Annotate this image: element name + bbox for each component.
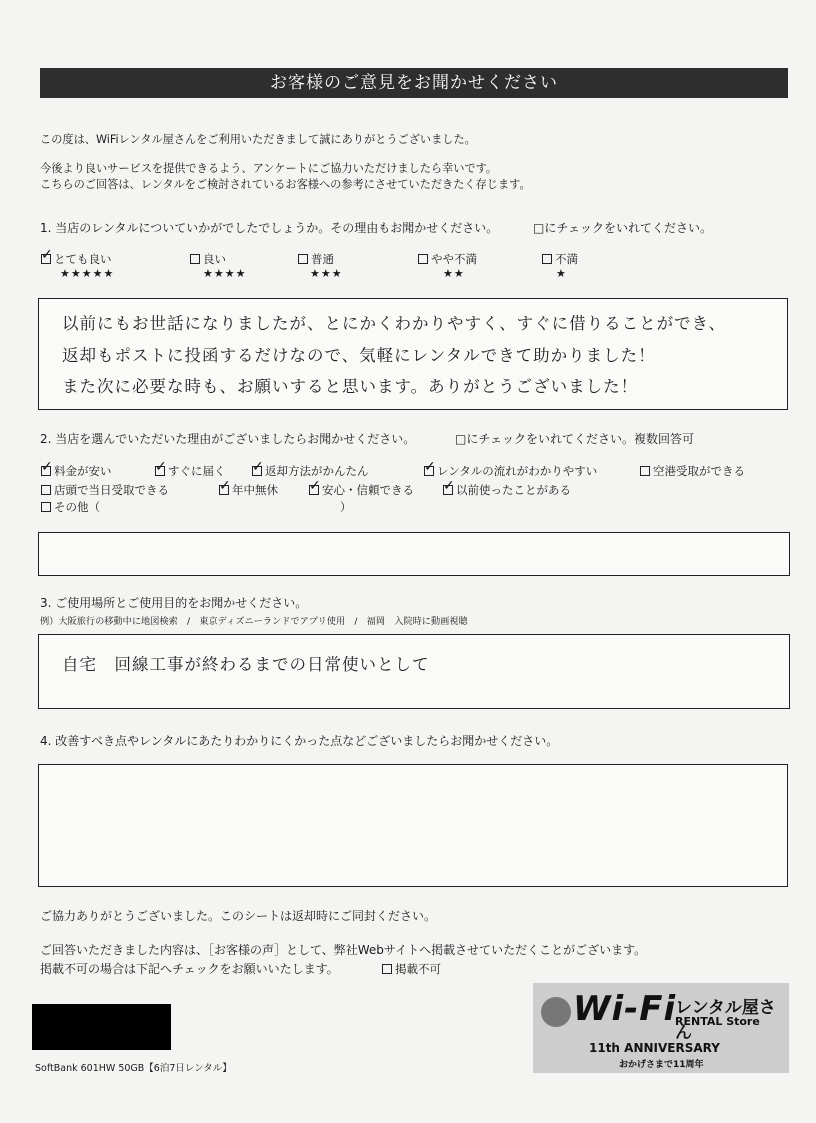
option-label: その他（: [54, 500, 100, 514]
q2-option-reliable[interactable]: [309, 482, 414, 498]
no-publish-checkbox[interactable]: [382, 961, 441, 977]
q1-option-dissatisfied[interactable]: [542, 251, 578, 267]
checkbox-checked[interactable]: [219, 485, 229, 495]
checkbox-checked[interactable]: [41, 254, 51, 264]
checkbox-checked[interactable]: [41, 466, 51, 476]
q1-stars-1: ★: [556, 267, 567, 280]
checkbox[interactable]: [41, 502, 51, 512]
redacted-block: [32, 1004, 171, 1050]
logo-sub-text: おかげさまで11周年: [619, 1060, 704, 1070]
option-label: 空港受取ができる: [653, 464, 745, 478]
q1-option-very-good[interactable]: [41, 251, 112, 267]
option-label: 返却方法がかんたん: [265, 464, 369, 478]
option-label: レンタルの流れがわかりやすい: [437, 464, 598, 478]
option-label: 良い: [203, 252, 226, 266]
checkbox-checked[interactable]: [424, 466, 434, 476]
logo-rental-text: レンタル屋さん: [675, 998, 776, 1043]
q2-question: 2. 当店を選んでいただいた理由がございましたらお聞かせください。: [40, 432, 416, 446]
option-label: やや不満: [431, 252, 477, 266]
option-label: 安心・信頼できる: [322, 483, 414, 497]
checkbox-checked[interactable]: [252, 466, 262, 476]
checkbox[interactable]: [298, 254, 308, 264]
checkbox-checked[interactable]: [155, 466, 165, 476]
intro-line-3: こちらのご回答は、レンタルをご検討されているお客様への参考にさせていただきたく存じます。: [40, 178, 531, 191]
wifi-rental-logo: [533, 983, 789, 1073]
logo-store-text: RENTAL Store: [675, 1015, 760, 1028]
q2-option-open-all-year[interactable]: [219, 482, 278, 498]
checkbox[interactable]: [640, 466, 650, 476]
q1-instruction: □にチェックをいれてください。: [533, 221, 712, 235]
option-label: 店頭で当日受取できる: [54, 483, 169, 497]
option-label: 年中無休: [232, 483, 278, 497]
option-label: 普通: [311, 252, 334, 266]
q3-question: 3. ご使用場所とご使用目的をお聞かせください。: [40, 596, 308, 610]
q1-option-good[interactable]: [190, 251, 226, 267]
q2-option-cheap[interactable]: [41, 463, 112, 479]
q1-answer-line-2: 返却もポストに投函するだけなので、気軽にレンタルできて助かりました！: [62, 346, 656, 365]
q3-answer: 自宅 回線工事が終わるまでの日常使いとして: [62, 655, 430, 674]
footer-thanks: ご協力ありがとうございました。このシートは返却時にご同封ください。: [40, 909, 437, 923]
q1-stars-5: ★★★★★: [60, 267, 115, 280]
checkbox[interactable]: [418, 254, 428, 264]
q4-answer-box[interactable]: [38, 764, 788, 887]
q1-option-average[interactable]: [298, 251, 334, 267]
intro-line-1: この度は、WiFiレンタル屋さんをご利用いただきまして誠にありがとうございました。: [40, 133, 476, 146]
option-label: 料金が安い: [54, 464, 112, 478]
checkbox[interactable]: [382, 964, 392, 974]
checkbox-checked[interactable]: [309, 485, 319, 495]
footer-publish-line-1: ご回答いただきました内容は、［お客様の声］として、弊社Webサイトへ掲載させていただくことがございます。: [40, 943, 647, 957]
option-label: すぐに届く: [168, 464, 226, 478]
q2-option-other[interactable]: [41, 499, 100, 515]
checkbox[interactable]: [41, 485, 51, 495]
q1-option-slightly-dissatisfied[interactable]: [418, 251, 477, 267]
q1-question: 1. 当店のレンタルについていかがでしたでしょうか。その理由もお聞かせください。: [40, 221, 499, 235]
q1-stars-2: ★★: [443, 267, 465, 280]
q1-answer-line-1: 以前にもお世話になりましたが、とにかくわかりやすく、すぐに借りることができ、: [62, 314, 727, 333]
checkbox[interactable]: [542, 254, 552, 264]
q1-answer-line-3: また次に必要な時も、お願いすると思います。ありがとうございました！: [62, 377, 639, 396]
option-label: 掲載不可: [395, 962, 441, 976]
q3-example: 例）大阪旅行の移動中に地図検索 / 東京ディズニーランドでアプリ使用 / 福岡 入院時に動画視聴: [40, 616, 468, 627]
option-label: 以前使ったことがある: [456, 483, 571, 497]
q2-option-fast-delivery[interactable]: [155, 463, 226, 479]
q1-stars-3: ★★★: [310, 267, 343, 280]
q1-stars-4: ★★★★: [203, 267, 247, 280]
q2-other-close-paren: ）: [340, 500, 352, 514]
logo-wifi-text: Wi-Fi: [573, 989, 677, 1029]
option-label: とても良い: [54, 252, 112, 266]
device-info: SoftBank 601HW 50GB【6泊7日レンタル】: [35, 1063, 232, 1074]
q2-instruction: □にチェックをいれてください。複数回答可: [455, 432, 694, 446]
q2-other-box[interactable]: [38, 532, 790, 576]
q2-option-store-pickup[interactable]: [41, 482, 169, 498]
checkbox-checked[interactable]: [443, 485, 453, 495]
q4-question: 4. 改善すべき点やレンタルにあたりわかりにくかった点などございましたらお聞かせください。: [40, 734, 559, 748]
checkbox[interactable]: [190, 254, 200, 264]
mascot-icon: [541, 997, 571, 1027]
option-label: 不満: [555, 252, 578, 266]
q2-option-used-before[interactable]: [443, 482, 571, 498]
q2-option-airport-pickup[interactable]: [640, 463, 745, 479]
page-title: お客様のご意見をお聞かせください: [40, 68, 788, 98]
footer-publish-line-2: 掲載不可の場合は下記へチェックをお願いいたします。: [40, 962, 339, 976]
intro-line-2: 今後より良いサービスを提供できるよう、アンケートにご協力いただけましたら幸いです。: [40, 162, 498, 175]
logo-anniversary-text: 11th ANNIVERSARY: [589, 1041, 720, 1055]
